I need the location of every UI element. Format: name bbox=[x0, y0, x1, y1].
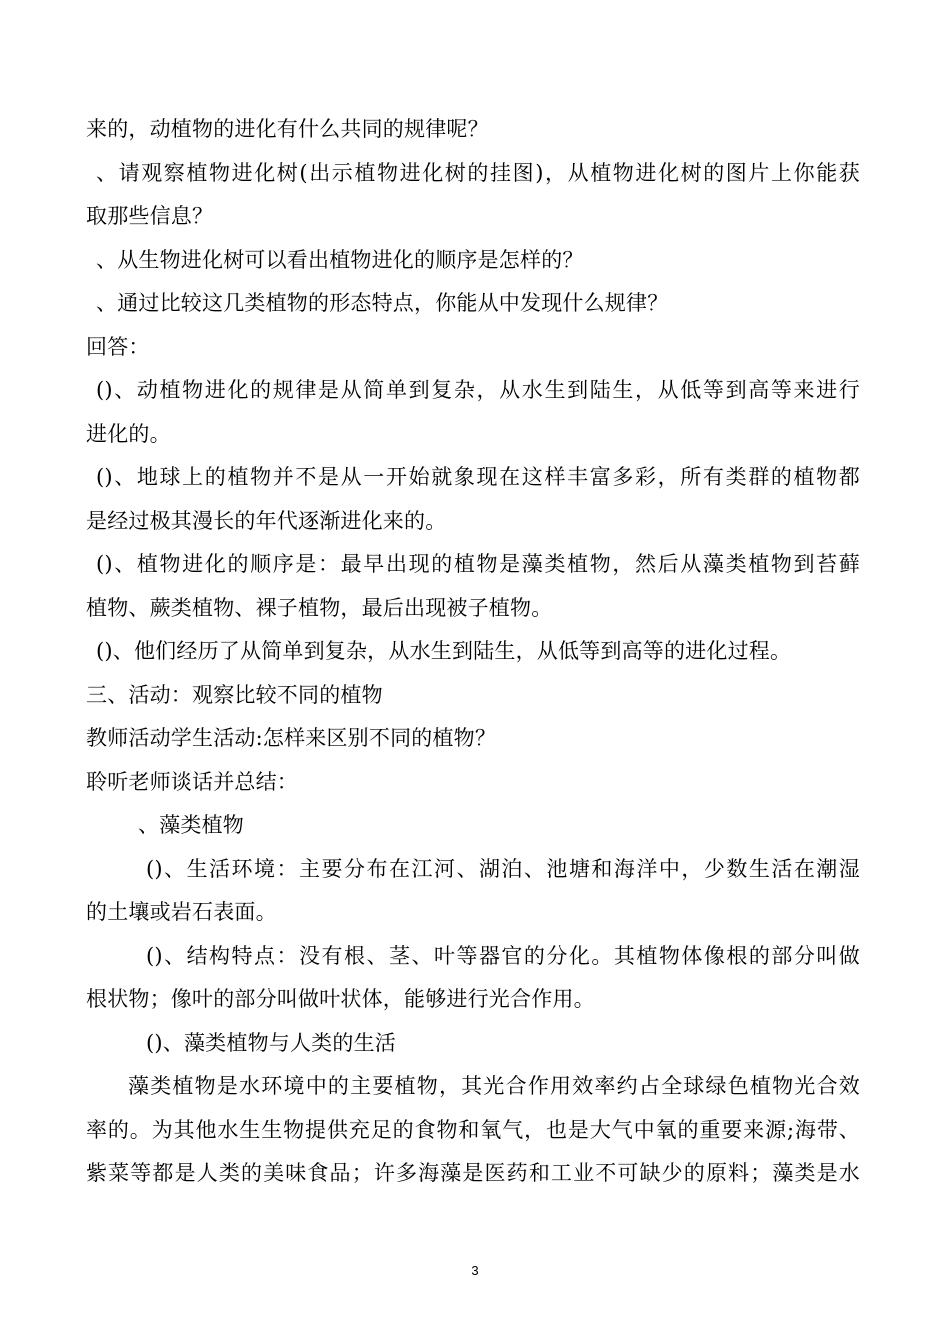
text-line: 植物、蕨类植物、裸子植物，最后出现被子植物。 bbox=[86, 595, 553, 620]
text-line: 进化的。 bbox=[86, 421, 171, 446]
document-body bbox=[86, 108, 860, 1196]
text-line: 来的，动植物的进化有什么共同的规律呢？ bbox=[86, 117, 489, 141]
page-number: 3 bbox=[471, 1263, 479, 1278]
text-line: 回答： bbox=[86, 334, 150, 359]
text-line: 聆听老师谈话并总结： bbox=[86, 769, 298, 794]
text-line: ()、地球上的植物并不是从一开始就象现在这样丰富多彩，所有类群的植物都 bbox=[96, 465, 860, 489]
text-line: ()、动植物进化的规律是从简单到复杂，从水生到陆生，从低等到高等来进行 bbox=[96, 378, 860, 402]
text-line: ()、藻类植物与人类的生活 bbox=[146, 1030, 396, 1055]
text-line: 是经过极其漫长的年代逐渐进化来的。 bbox=[86, 508, 447, 533]
text-line: 、请观察植物进化树(出示植物进化树的挂图)，从植物进化树的图片上你能获 bbox=[96, 160, 860, 185]
text-line: 根状物；像叶的部分叫做叶状体，能够进行光合作用。 bbox=[86, 987, 595, 1011]
text-line: 教师活动学生活动:怎样来区别不同的植物？ bbox=[86, 726, 497, 750]
section-heading: 三、活动：观察比较不同的植物 bbox=[86, 682, 383, 707]
text-line: 、通过比较这几类植物的形态特点，你能从中发现什么规律？ bbox=[96, 291, 669, 315]
text-line: 取那些信息？ bbox=[86, 204, 214, 228]
text-line: 紫菜等都是人类的美味食品；许多海藻是医药和工业不可缺少的原料；藻类是水 bbox=[86, 1161, 860, 1185]
text-line: 、从生物进化树可以看出植物进化的顺序是怎样的？ bbox=[96, 247, 584, 272]
text-line: ()、生活环境：主要分布在江河、湖泊、池塘和海洋中，少数生活在潮湿 bbox=[146, 856, 860, 881]
text-line: 的土壤或岩石表面。 bbox=[86, 900, 277, 924]
text-line: ()、他们经历了从简单到复杂，从水生到陆生，从低等到高等的进化过程。 bbox=[96, 639, 792, 663]
subsection-heading: 、藻类植物 bbox=[138, 813, 244, 837]
text-line: ()、植物进化的顺序是：最早出现的植物是藻类植物，然后从藻类植物到苔藓 bbox=[96, 552, 860, 576]
text-line: ()、结构特点：没有根、茎、叶等器官的分化。其植物体像根的部分叫做 bbox=[146, 943, 860, 968]
text-line: 藻类植物是水环境中的主要植物，其光合作用效率约占全球绿色植物光合效 bbox=[128, 1074, 860, 1098]
text-line: 率的。为其他水生生物提供充足的食物和氧气，也是大气中氧的重要来源;海带、 bbox=[86, 1117, 860, 1142]
